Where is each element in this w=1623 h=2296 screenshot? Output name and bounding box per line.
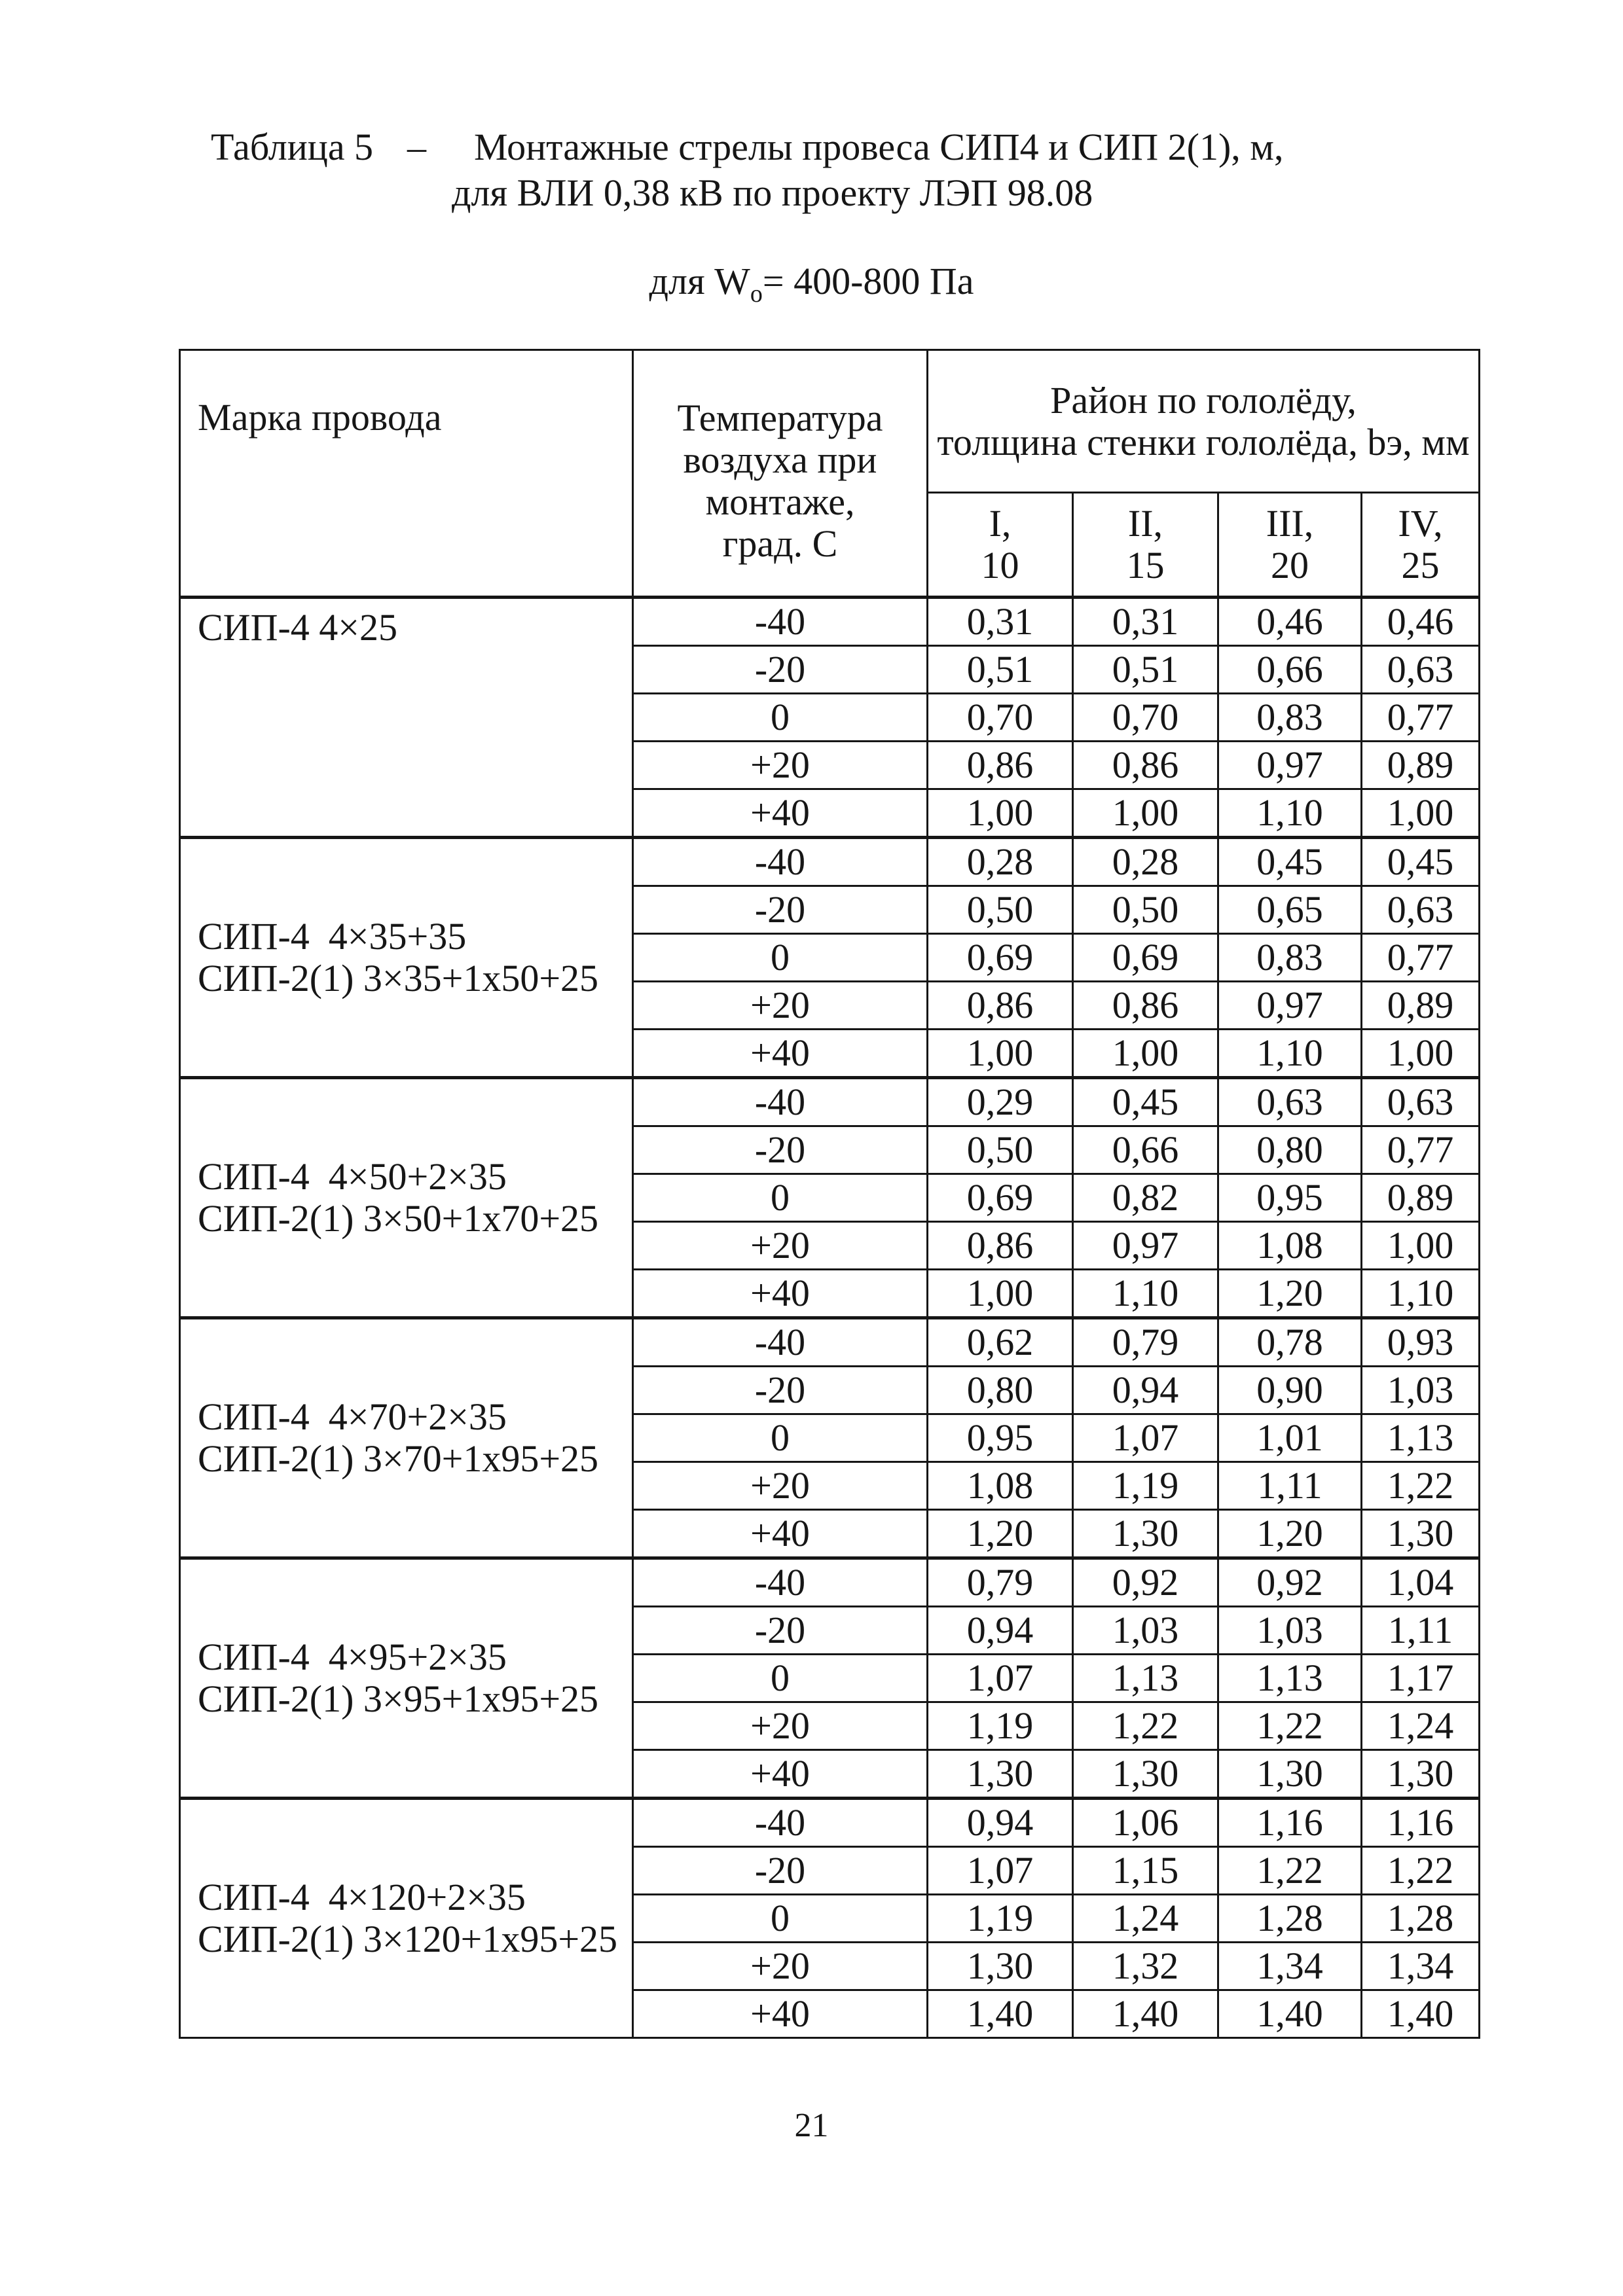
sag-value-cell: 0,50 [928, 886, 1073, 934]
temperature-cell: -40 [633, 598, 928, 646]
header-mark: Марка провода [180, 350, 633, 598]
sag-value-cell: 0,95 [928, 1414, 1073, 1462]
sag-value-cell: 0,63 [1362, 1078, 1480, 1126]
sag-value-cell: 0,92 [1218, 1558, 1362, 1607]
sag-value-cell: 1,20 [1218, 1510, 1362, 1558]
wire-mark-cell [180, 1558, 633, 1799]
temperature-cell: +40 [633, 1750, 928, 1799]
sag-value-cell: 0,66 [1073, 1126, 1218, 1174]
wire-mark-line: СИП-2(1) 3×50+1x70+25 [198, 1197, 599, 1240]
wire-mark-line: СИП-2(1) 3×35+1x50+25 [198, 957, 599, 999]
sag-value-cell: 1,22 [1073, 1702, 1218, 1750]
temperature-cell: -20 [633, 886, 928, 934]
sag-value-cell: 1,17 [1362, 1655, 1480, 1702]
sag-value-cell: 1,16 [1218, 1799, 1362, 1847]
sag-value-cell: 1,34 [1362, 1943, 1480, 1990]
sag-value-cell: 1,40 [1362, 1990, 1480, 2038]
sag-value-cell: 1,22 [1218, 1702, 1362, 1750]
temperature-cell: -40 [633, 1558, 928, 1607]
sag-value-cell: 0,63 [1218, 1078, 1362, 1126]
table-row [180, 1558, 1480, 1607]
wire-mark-cell [180, 598, 633, 838]
sag-value-cell: 0,66 [1218, 646, 1362, 694]
sag-value-cell: 0,69 [928, 934, 1073, 982]
sag-value-cell: 0,77 [1362, 694, 1480, 742]
sag-value-cell: 1,00 [1362, 1222, 1480, 1270]
temperature-cell: -40 [633, 1078, 928, 1126]
sag-value-cell: 0,86 [1073, 742, 1218, 789]
sag-value-cell: 0,63 [1362, 646, 1480, 694]
table-row [180, 1799, 1480, 1847]
sag-value-cell: 1,03 [1218, 1607, 1362, 1655]
sag-value-cell: 1,20 [1218, 1270, 1362, 1318]
temperature-cell: 0 [633, 1414, 928, 1462]
header-region-iv: IV, 25 [1362, 493, 1480, 598]
sag-value-cell: 0,28 [1073, 838, 1218, 886]
sag-value-cell: 1,00 [1362, 1030, 1480, 1078]
sag-value-cell: 0,70 [1073, 694, 1218, 742]
sag-value-cell: 1,13 [1218, 1655, 1362, 1702]
header-ice-region [928, 350, 1480, 493]
sag-value-cell: 0,51 [928, 646, 1073, 694]
sag-value-cell: 1,03 [1073, 1607, 1218, 1655]
sag-value-cell: 0,63 [1362, 886, 1480, 934]
sag-value-cell: 0,79 [1073, 1318, 1218, 1367]
wire-mark-cell [180, 1078, 633, 1318]
wire-mark-cell [180, 1799, 633, 2038]
sag-value-cell: 0,46 [1362, 598, 1480, 646]
sag-value-cell: 1,22 [1362, 1462, 1480, 1510]
sag-value-cell: 1,01 [1218, 1414, 1362, 1462]
sag-value-cell: 1,07 [928, 1847, 1073, 1895]
sag-value-cell: 1,34 [1218, 1943, 1362, 1990]
temperature-cell: 0 [633, 1655, 928, 1702]
sag-value-cell: 0,86 [928, 742, 1073, 789]
sag-value-cell: 0,94 [928, 1799, 1073, 1847]
temperature-cell: 0 [633, 1895, 928, 1943]
sag-value-cell: 0,86 [1073, 982, 1218, 1030]
table-row [180, 838, 1480, 886]
table-row [180, 1078, 1480, 1126]
sag-value-cell: 1,22 [1218, 1847, 1362, 1895]
temperature-cell: 0 [633, 1174, 928, 1222]
sag-value-cell: 0,83 [1218, 694, 1362, 742]
sag-value-cell: 0,45 [1073, 1078, 1218, 1126]
sag-value-cell: 1,13 [1362, 1414, 1480, 1462]
wire-mark-line: СИП-4 4×50+2×35 [198, 1155, 507, 1198]
sag-value-cell: 1,07 [928, 1655, 1073, 1702]
sag-value-cell: 1,13 [1073, 1655, 1218, 1702]
sag-value-cell: 1,30 [1073, 1510, 1218, 1558]
sag-value-cell: 0,97 [1073, 1222, 1218, 1270]
sag-value-cell: 1,19 [928, 1895, 1073, 1943]
wire-mark-line: СИП-2(1) 3×120+1x95+25 [198, 1918, 618, 1960]
sag-value-cell: 1,28 [1218, 1895, 1362, 1943]
temperature-cell: +20 [633, 1222, 928, 1270]
sag-value-cell: 0,70 [928, 694, 1073, 742]
temperature-cell: +20 [633, 742, 928, 789]
subtitle-subscript: o [750, 280, 763, 308]
header-region-iii: III, 20 [1218, 493, 1362, 598]
header-row [180, 350, 1480, 493]
sag-value-cell: 1,40 [928, 1990, 1073, 2038]
sag-value-cell: 0,86 [928, 982, 1073, 1030]
wire-mark-line: СИП-4 4×70+2×35 [198, 1395, 507, 1438]
sag-value-cell: 1,22 [1362, 1847, 1480, 1895]
header-temperature [633, 350, 928, 598]
sag-value-cell: 1,11 [1362, 1607, 1480, 1655]
sag-value-cell: 0,31 [928, 598, 1073, 646]
sag-value-cell: 1,10 [1362, 1270, 1480, 1318]
header-region-ii: II, 15 [1073, 493, 1218, 598]
sag-value-cell: 1,40 [1218, 1990, 1362, 2038]
sag-value-cell: 0,65 [1218, 886, 1362, 934]
sag-value-cell: 1,08 [1218, 1222, 1362, 1270]
caption-dash: – [407, 126, 426, 168]
sag-value-cell: 1,24 [1362, 1702, 1480, 1750]
sag-value-cell: 0,82 [1073, 1174, 1218, 1222]
table-row [180, 598, 1480, 646]
sag-value-cell: 0,97 [1218, 982, 1362, 1030]
sag-value-cell: 1,04 [1362, 1558, 1480, 1607]
sag-value-cell: 1,00 [1073, 789, 1218, 838]
sag-value-cell: 1,32 [1073, 1943, 1218, 1990]
header-region-line: толщина стенки гололёда, bэ, мм [937, 420, 1470, 463]
sag-value-cell: 0,45 [1362, 838, 1480, 886]
temperature-cell: -20 [633, 646, 928, 694]
sag-value-cell: 1,03 [1362, 1367, 1480, 1414]
temperature-cell: +20 [633, 982, 928, 1030]
sag-value-cell: 1,11 [1218, 1462, 1362, 1510]
sag-value-cell: 1,19 [928, 1702, 1073, 1750]
sag-value-cell: 0,89 [1362, 982, 1480, 1030]
sag-value-cell: 1,24 [1073, 1895, 1218, 1943]
sag-value-cell: 0,80 [1218, 1126, 1362, 1174]
wire-mark-line: СИП-4 4×35+35 [198, 915, 467, 958]
temperature-cell: 0 [633, 694, 928, 742]
sag-value-cell: 0,62 [928, 1318, 1073, 1367]
temperature-cell: +20 [633, 1702, 928, 1750]
temperature-cell: -40 [633, 838, 928, 886]
temperature-cell: +20 [633, 1943, 928, 1990]
sag-value-cell: 0,50 [1073, 886, 1218, 934]
page-number: 21 [794, 2107, 829, 2144]
sag-value-cell: 0,94 [928, 1607, 1073, 1655]
sag-value-cell: 1,06 [1073, 1799, 1218, 1847]
sag-value-cell: 1,10 [1218, 1030, 1362, 1078]
sag-value-cell: 0,69 [1073, 934, 1218, 982]
sag-value-cell: 1,19 [1073, 1462, 1218, 1510]
temperature-cell: -40 [633, 1799, 928, 1847]
header-temp-line: монтаже, [705, 480, 855, 523]
sag-value-cell: 1,15 [1073, 1847, 1218, 1895]
sag-value-cell: 0,94 [1073, 1367, 1218, 1414]
wire-mark-line: СИП-2(1) 3×70+1x95+25 [198, 1437, 599, 1480]
header-temp-line: Температура [677, 397, 883, 439]
sag-value-cell: 0,45 [1218, 838, 1362, 886]
sag-value-cell: 1,00 [928, 1030, 1073, 1078]
sag-value-cell: 1,10 [1218, 789, 1362, 838]
header-temp-line: град. С [722, 522, 838, 565]
table-row [180, 1318, 1480, 1367]
sag-value-cell: 0,97 [1218, 742, 1362, 789]
sag-value-cell: 0,78 [1218, 1318, 1362, 1367]
temperature-cell: +40 [633, 789, 928, 838]
wire-mark-line: СИП-4 4×95+2×35 [198, 1636, 507, 1678]
sag-value-cell: 0,69 [928, 1174, 1073, 1222]
subtitle-suffix: = 400-800 Па [762, 260, 974, 302]
sag-value-cell: 1,08 [928, 1462, 1073, 1510]
sag-value-cell: 0,31 [1073, 598, 1218, 646]
caption-line1: Монтажные стрелы провеса СИП4 и СИП 2(1), м, [474, 126, 1284, 168]
header-region-i: I, 10 [928, 493, 1073, 598]
sag-value-cell: 0,29 [928, 1078, 1073, 1126]
temperature-cell: -20 [633, 1367, 928, 1414]
header-temp-line: воздуха при [683, 439, 877, 481]
sag-value-cell: 0,80 [928, 1367, 1073, 1414]
temperature-cell: +40 [633, 1990, 928, 2038]
wire-mark-cell [180, 838, 633, 1078]
temperature-cell: +40 [633, 1510, 928, 1558]
header-region-line: Район по гололёду, [1050, 378, 1357, 422]
sag-value-cell: 1,10 [1073, 1270, 1218, 1318]
table-number: Таблица 5 [211, 126, 374, 168]
sag-value-cell: 1,00 [1362, 789, 1480, 838]
caption-line2: для ВЛИ 0,38 кВ по проекту ЛЭП 98.08 [452, 171, 1093, 214]
subtitle-prefix: для W [649, 260, 750, 302]
sag-value-cell: 0,77 [1362, 1126, 1480, 1174]
wire-mark-line: СИП-4 4×25 [198, 606, 397, 649]
temperature-cell: -20 [633, 1607, 928, 1655]
temperature-cell: +40 [633, 1030, 928, 1078]
sag-value-cell: 0,28 [928, 838, 1073, 886]
sag-value-cell: 1,30 [1362, 1750, 1480, 1799]
wire-mark-cell [180, 1318, 633, 1558]
temperature-cell: 0 [633, 934, 928, 982]
sag-value-cell: 0,50 [928, 1126, 1073, 1174]
sag-table [179, 349, 1480, 2039]
sag-value-cell: 1,30 [1073, 1750, 1218, 1799]
sag-value-cell: 1,40 [1073, 1990, 1218, 2038]
temperature-cell: -20 [633, 1847, 928, 1895]
sag-value-cell: 0,90 [1218, 1367, 1362, 1414]
sag-value-cell: 0,86 [928, 1222, 1073, 1270]
sag-value-cell: 1,28 [1362, 1895, 1480, 1943]
sag-value-cell: 1,30 [1362, 1510, 1480, 1558]
wind-pressure-subtitle [0, 259, 1623, 317]
sag-value-cell: 0,46 [1218, 598, 1362, 646]
sag-value-cell: 0,83 [1218, 934, 1362, 982]
sag-value-cell: 1,20 [928, 1510, 1073, 1558]
sag-value-cell: 0,92 [1073, 1558, 1218, 1607]
sag-value-cell: 1,00 [928, 1270, 1073, 1318]
sag-value-cell: 0,89 [1362, 742, 1480, 789]
sag-value-cell: 1,30 [928, 1750, 1073, 1799]
sag-value-cell: 1,07 [1073, 1414, 1218, 1462]
temperature-cell: -20 [633, 1126, 928, 1174]
wire-mark-line: СИП-2(1) 3×95+1x95+25 [198, 1677, 599, 1720]
sag-value-cell: 0,77 [1362, 934, 1480, 982]
sag-value-cell: 0,93 [1362, 1318, 1480, 1367]
sag-value-cell: 0,95 [1218, 1174, 1362, 1222]
temperature-cell: -40 [633, 1318, 928, 1367]
wire-mark-line: СИП-4 4×120+2×35 [198, 1876, 526, 1918]
table-caption [211, 124, 1284, 216]
sag-value-cell: 0,51 [1073, 646, 1218, 694]
temperature-cell: +40 [633, 1270, 928, 1318]
sag-value-cell: 0,79 [928, 1558, 1073, 1607]
sag-value-cell: 0,89 [1362, 1174, 1480, 1222]
temperature-cell: +20 [633, 1462, 928, 1510]
sag-value-cell: 1,30 [1218, 1750, 1362, 1799]
sag-value-cell: 1,30 [928, 1943, 1073, 1990]
sag-value-cell: 1,00 [1073, 1030, 1218, 1078]
sag-value-cell: 1,16 [1362, 1799, 1480, 1847]
sag-value-cell: 1,00 [928, 789, 1073, 838]
